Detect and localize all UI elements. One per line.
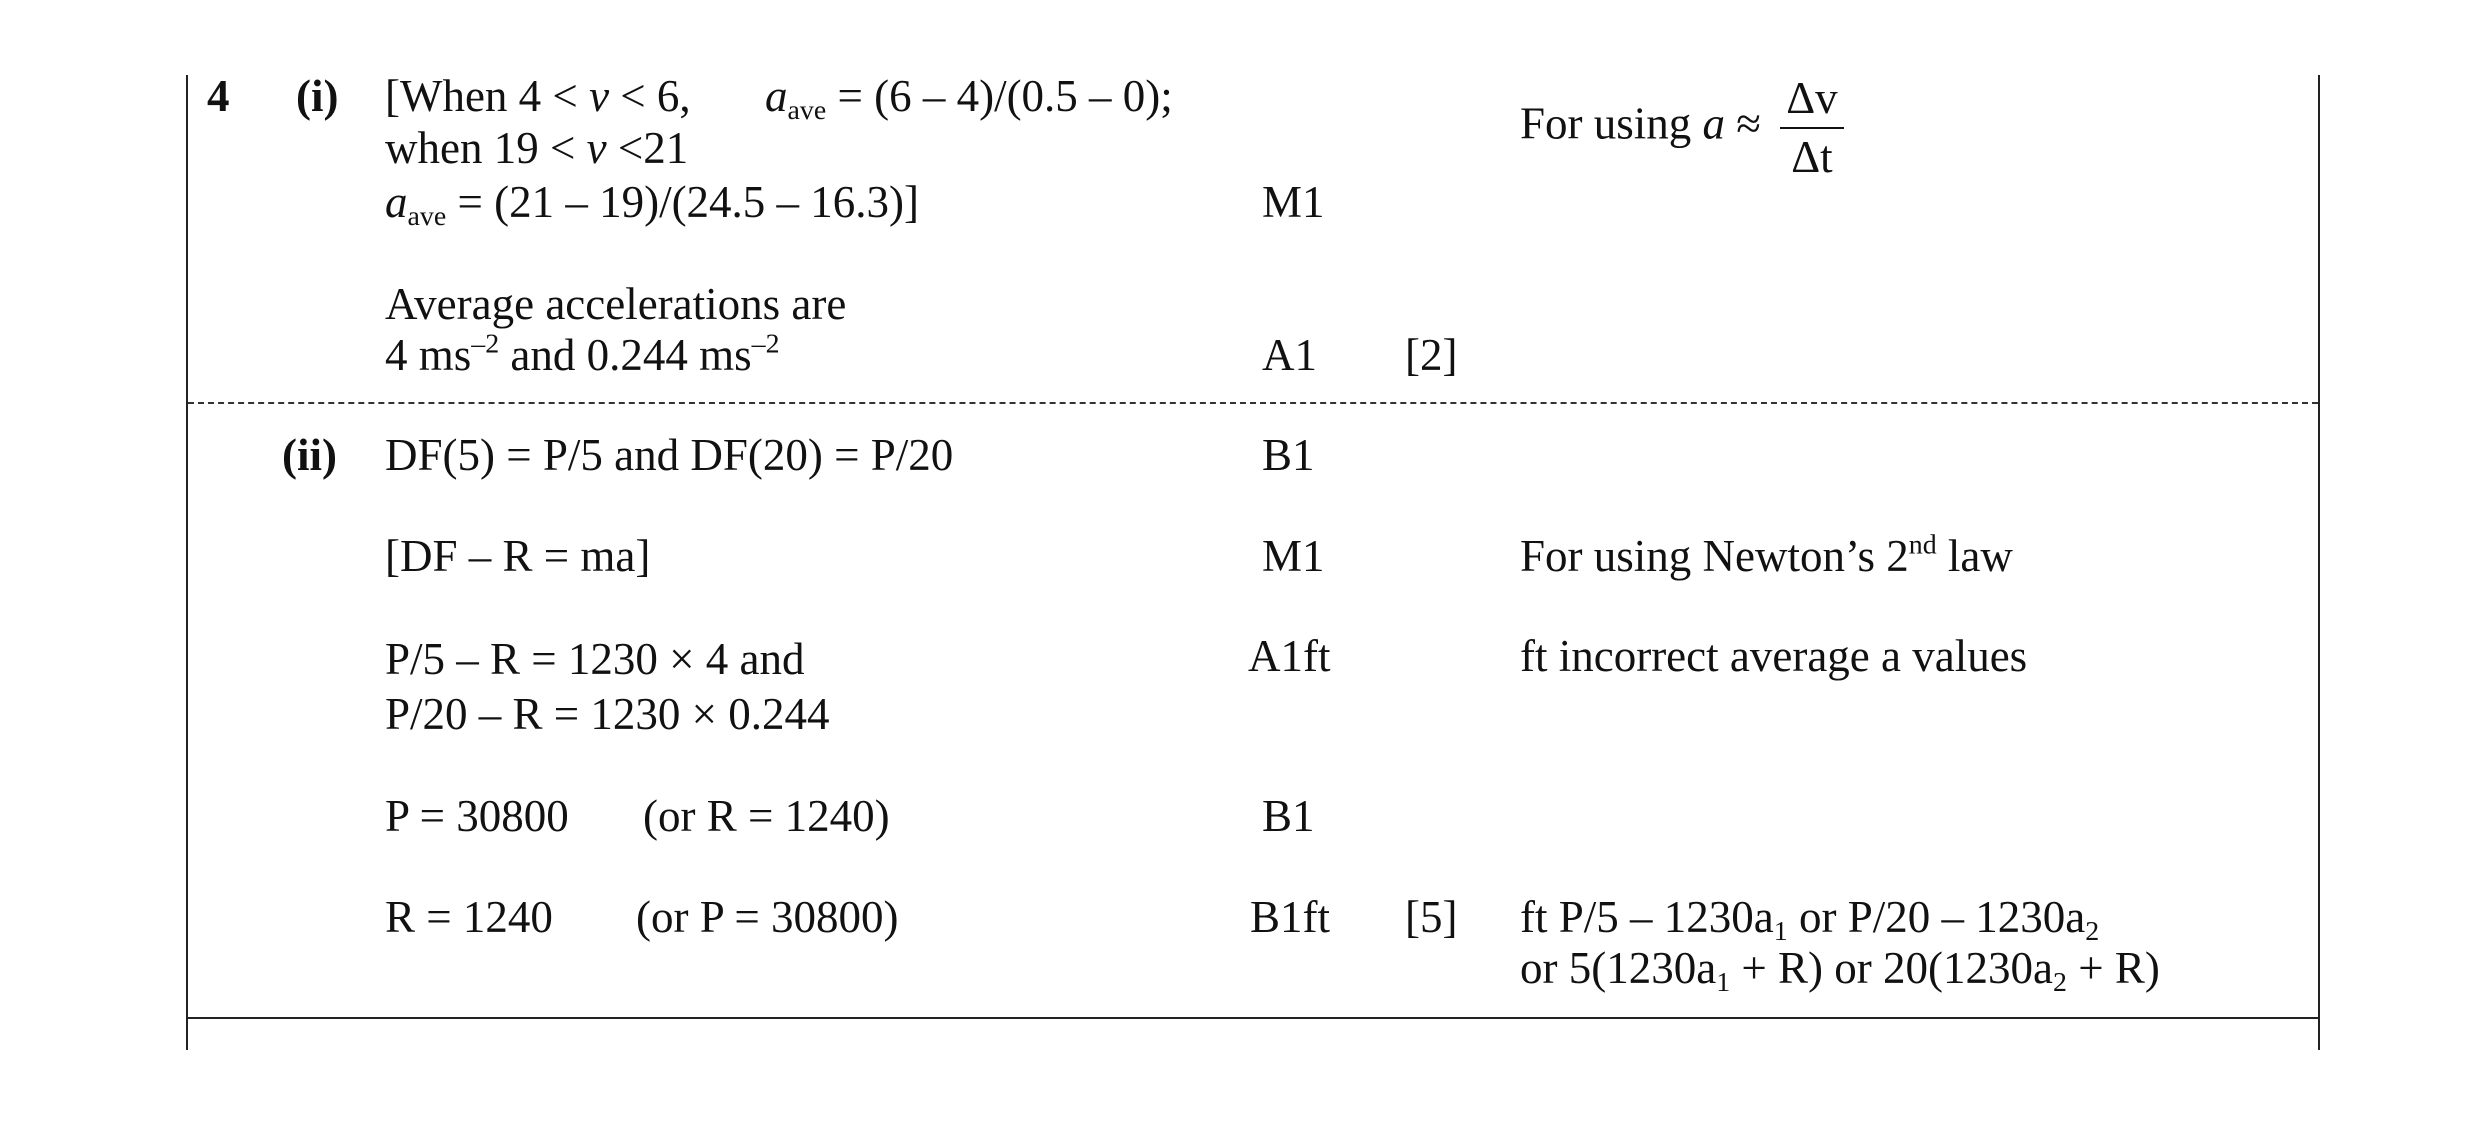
part-ii-row-4-mark: B1 (1262, 791, 1315, 841)
question-number: 4 (207, 71, 230, 121)
part-ii-row-4-alt: (or R = 1240) (643, 791, 890, 841)
part-i-mark-a1: A1 (1262, 330, 1317, 380)
part-ii-row-5: R = 1240 (385, 892, 553, 942)
part-ii-row-4: P = 30800 (385, 791, 569, 841)
part-ii-row-3-mark: A1ft (1248, 631, 1331, 681)
part-ii-row-5-mark: B1ft (1250, 892, 1331, 942)
part-ii-row-3a: P/5 – R = 1230 × 4 and (385, 634, 805, 684)
table-right-border (2318, 75, 2320, 1050)
part-i-total: [2] (1405, 330, 1458, 380)
part-i-answer-intro: Average accelerations are (385, 279, 847, 329)
part-i-mark-m1: M1 (1262, 177, 1325, 227)
question-bottom-rule (186, 1017, 2320, 1019)
part-ii-row-5-note-line-2: or $5(1230a_1 + R)$ or $20(1230a_2 + R)$ (1520, 943, 2160, 998)
part-ii-row-5-note-line-1: ft $P/5 - 1230a_1$ or $P/20 - 1230a_2$ (1520, 892, 2100, 947)
part-i-line-2: when 19 < v <21 (385, 123, 689, 173)
part-ii-label: (ii) (282, 430, 337, 480)
part-i-line-3: $a_{ave} = (21 - 19)/(24.5 - 16.3)$] (385, 177, 920, 232)
part-divider-dashed (188, 402, 2318, 404)
part-ii-row-1-mark: B1 (1262, 430, 1315, 480)
part-i-label: (i) (296, 71, 339, 121)
part-i-line-1: [When 4 < v < 6, (385, 71, 691, 121)
part-ii-row-5-alt: (or P = 30800) (636, 892, 899, 942)
part-ii-row-1: DF(5) = P/5 and DF(20) = P/20 (385, 430, 954, 480)
part-ii-row-2-mark: M1 (1262, 531, 1325, 581)
part-ii-row-2: [DF – R = ma] (385, 531, 651, 581)
part-i-line-1-average: $a_{ave} = (6 - 4)/(0.5 - 0)$; (765, 71, 1173, 126)
part-ii-row-3-note: ft incorrect average a values (1520, 631, 2028, 681)
table-left-border (186, 75, 188, 1050)
part-ii-row-3b: P/20 – R = 1230 × 0.244 (385, 689, 830, 739)
part-i-answer-values: 4 $ms^{-2}$ and 0.244 $ms^{-2}$ (385, 328, 780, 380)
delta-v-over-delta-t-fraction: $\frac{\Delta v}{\Delta t}$ (1780, 76, 1843, 180)
part-i-note: For using a ≈ $\frac{\Delta v}{\Delta t}$ (1520, 76, 1844, 180)
part-ii-row-2-note: For using Newton’s 2nd law (1520, 529, 2013, 581)
part-ii-total: [5] (1405, 892, 1458, 942)
